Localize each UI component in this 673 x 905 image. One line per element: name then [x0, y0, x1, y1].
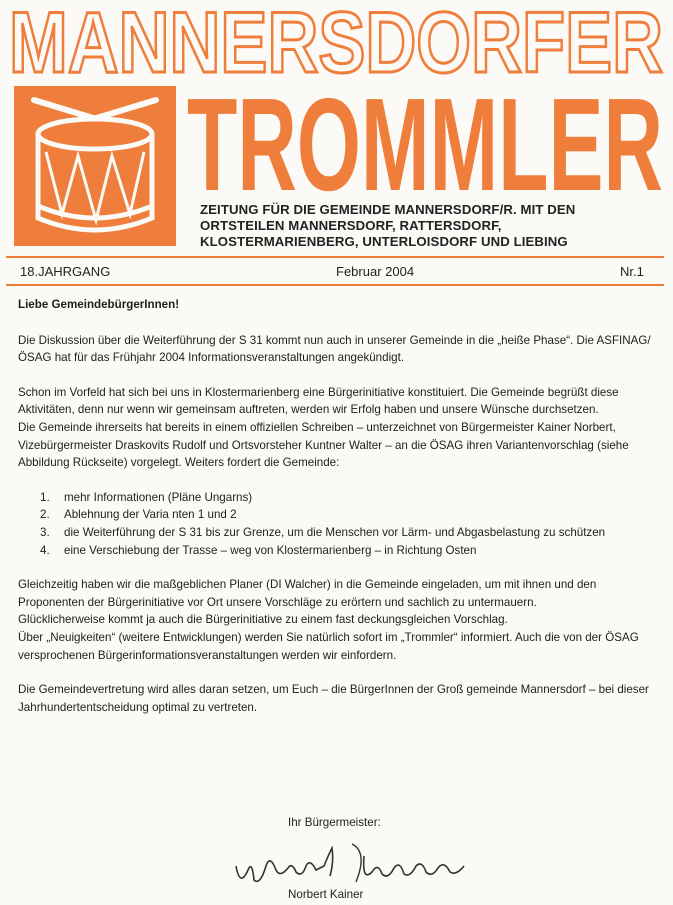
list-item: 4. eine Verschiebung der Trasse – weg von Klostermarienberg – in Richtung Osten: [40, 543, 477, 557]
letter-body: [18, 296, 658, 716]
paragraph: Die Gemeindevertretung wird alles daran setzen, um Euch – die BürgerInnen der Groß gemeinde Mannersdorf – bei dieser Jahrhundertentscheidung optimal zu vertreten.: [18, 683, 649, 714]
paragraph: Schon im Vorfeld hat sich bei uns in Klostermarienberg eine Bürgerinitiative konstituiert. Die Gemeinde begrüßt diese Aktivitäten, denn nur wenn wir gemeinsam auftreten, werden wir Erfolg haben und unsere Wünsche durchsetzen.: [18, 385, 619, 417]
newspaper-name-text: TROMMLER: [187, 84, 663, 196]
demands-list: [18, 489, 658, 559]
handwritten-signature: [232, 836, 482, 892]
paragraph: Über „Neuigkeiten“ (weitere Entwicklungen) werden Sie natürlich sofort im „Trommler“ informiert. Auch die von der ÖSAG versprochenen Bürgerinformationsveranstaltungen werden wir einfordern.: [18, 630, 639, 662]
list-item: 2. Ablehnung der Varia nten 1 und 2: [40, 508, 237, 522]
issue-date: Februar 2004: [336, 264, 415, 279]
subtitle-line: KLOSTERMARIENBERG, UNTERLOISDORF UND LIEBING: [200, 234, 568, 249]
drum-logo: [14, 86, 176, 246]
paragraph: Die Gemeinde ihrerseits hat bereits in einem offiziellen Schreiben – unterzeichnet von Bürgermeister Kainer Norbert, Vizebürgermeister Draskovits Rudolf und Ortsvorsteher Kuntner Walter – an die ÖSAG ihren Variantenvorschlag (siehe Abbildung Rückseite) vorgelegt. Weiters fordert die Gemeinde:: [18, 420, 629, 470]
issue-number: Nr.1: [620, 264, 644, 279]
subtitle-line: ZEITUNG FÜR DIE GEMEINDE MANNERSDORF/R. MIT DEN: [200, 202, 576, 217]
list-item: 1. mehr Informationen (Pläne Ungarns): [40, 490, 253, 504]
paragraph: Gleichzeitig haben wir die maßgeblichen Planer (DI Walcher) in die Gemeinde eingeladen, um mit ihnen und den Proponenten der Bürgerinitiative vor Ort unsere Vorschläge zu erörtern und sachlich zu untermauern.: [18, 578, 597, 609]
signer-name: Norbert Kainer: [288, 888, 364, 901]
issue-volume: 18.JAHRGANG: [20, 264, 111, 279]
paragraph: Die Diskussion über die Weiterführung der S 31 kommt nun auch in unserer Gemeinde in die „heiße Phase“. Die ASFINAG/ÖSAG hat für das Frühjahr 2004 Informationsveranstaltungen angekündigt.: [18, 333, 651, 365]
list-item: 3. die Weiterführung der S 31 bis zur Grenze, um die Menschen vor Lärm- und Abgasbelastung zu schützen: [40, 525, 606, 539]
newspaper-name: [185, 84, 665, 196]
drum-icon: [14, 86, 176, 246]
paragraph: Glücklicherweise kommt ja auch die Bürgerinitiative zu einem fast deckungsgleichen Vorschlag.: [18, 613, 508, 627]
masthead-title: [6, 2, 666, 80]
signature-block: [232, 814, 492, 904]
salutation: Liebe GemeindebürgerInnen!: [18, 298, 180, 311]
subtitle-line: ORTSTEILEN MANNERSDORF, RATTERSDORF,: [200, 218, 502, 233]
closing-text: Ihr Bürgermeister:: [288, 816, 381, 829]
masthead-subtitle: [200, 202, 660, 250]
masthead-title-text: MANNERSDORFER: [9, 2, 663, 80]
issue-info-bar: [6, 256, 664, 286]
